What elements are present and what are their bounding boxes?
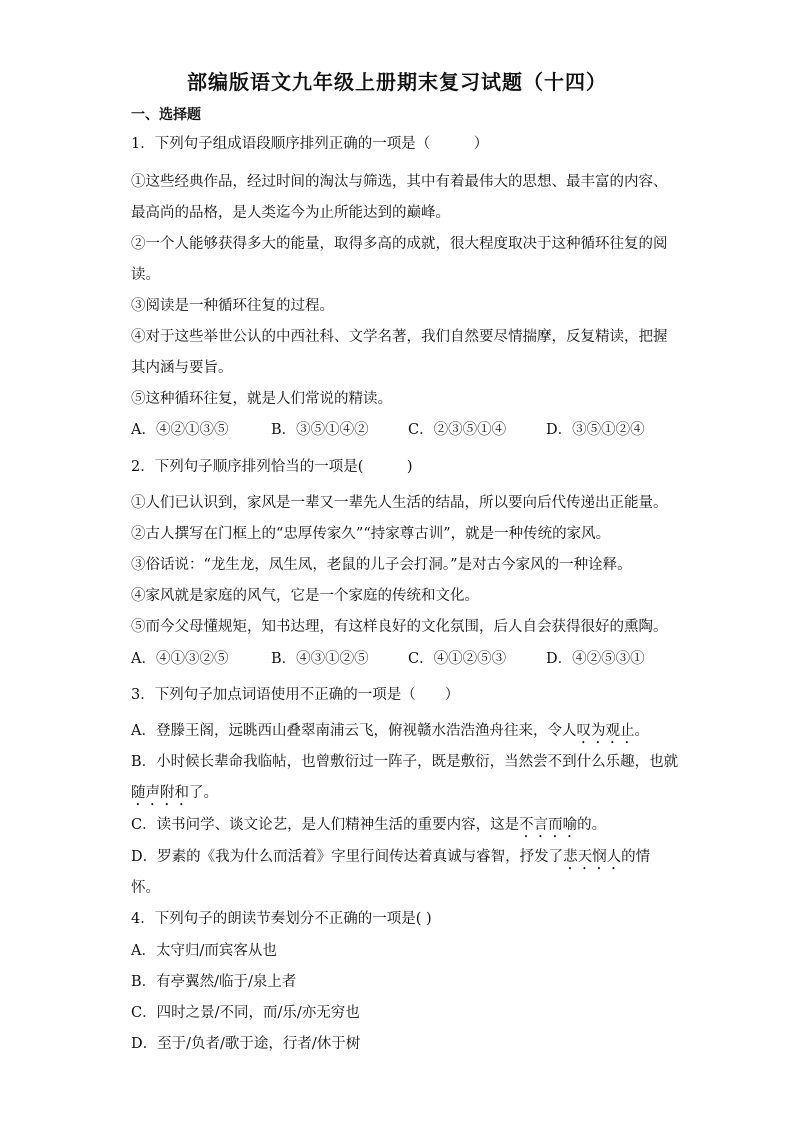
- q1-option-c[interactable]: C．②③⑤①④: [408, 422, 507, 438]
- q1-option-b[interactable]: B．③⑤①④②: [271, 422, 369, 438]
- q1-stem: 1．下列句子组成语段顺序排列正确的一项是（ ）: [131, 136, 489, 152]
- q1-sentence-4b: 其内涵与要旨。: [131, 360, 233, 376]
- q4-option-d[interactable]: D．至于/负者/歌于途，行者/休于树: [131, 1036, 361, 1052]
- q4-stem: 4．下列句子的朗读节奏划分不正确的一项是( ): [131, 911, 432, 927]
- q3-c-end: 的。: [577, 817, 607, 833]
- q1-option-d[interactable]: D．③⑤①②④: [546, 422, 645, 438]
- q2-sentence-4: ④家风就是家庭的风气，它是一个家庭的传统和文化。: [131, 588, 479, 604]
- q3-option-a[interactable]: [131, 722, 649, 747]
- q1-sentence-1b: 最高尚的品格，是人类迄今为止所能达到的巅峰。: [131, 205, 450, 221]
- q3-b-text: B．小时候长辈命我临帖，也曾敷衍过一阵子，既是敷衍，当然尝不到什么乐趣，也就: [131, 754, 679, 770]
- q1-sentence-2b: 读。: [131, 267, 160, 283]
- q2-option-a[interactable]: A．④①③②⑤: [131, 651, 229, 667]
- q2-sentence-3: ③俗话说：“龙生龙，凤生凤，老鼠的儿子会打洞。”是对古今家风的一种诠释。: [131, 557, 632, 573]
- q1-option-a[interactable]: A．④②①③⑤: [131, 422, 229, 438]
- q2-sentence-5: ⑤而今父母懂规矩，知书达理，有这样良好的文化氛围，后人自会获得很好的熏陶。: [131, 619, 668, 635]
- q2-option-d[interactable]: D．④②⑤③①: [546, 651, 645, 667]
- q3-d-end: 的情: [621, 849, 651, 865]
- q1-sentence-1a: ①这些经典作品，经过时间的淘汰与筛选，其中有着最伟大的思想、最丰富的内容、: [131, 174, 668, 190]
- q1-sentence-2a: ②一个人能够获得多大的能量，取得多高的成就，很大程度取决于这种循环往复的阅: [131, 236, 668, 252]
- section-heading: 一、选择题: [131, 107, 201, 123]
- q2-sentence-1: ①人们已认识到，家风是一辈又一辈先人生活的结晶，所以要向后代传递出正能量。: [131, 495, 668, 511]
- q3-a-text: A．登滕王阁，远眺西山叠翠南浦云飞，俯视赣水浩浩渔舟往来，令人: [131, 723, 577, 739]
- q4-option-b[interactable]: B．有亭翼然/临于/泉上者: [131, 974, 297, 990]
- q3-stem: 3．下列句子加点词语使用不正确的一项是（ ）: [131, 687, 460, 703]
- q3-option-c[interactable]: [131, 816, 606, 841]
- q3-a-dotted-word: 叹为观止: [576, 723, 635, 739]
- q2-option-c[interactable]: C．④①②⑤③: [408, 651, 507, 667]
- q2-stem: 2．下列句子顺序排列恰当的一项是( ): [131, 459, 413, 475]
- q3-option-d-line1[interactable]: [131, 848, 650, 873]
- q3-a-end: 。: [634, 723, 649, 739]
- q1-sentence-3: ③阅读是一种循环往复的过程。: [131, 298, 334, 314]
- q3-b-end: 了。: [189, 785, 218, 801]
- q3-c-text: C．读书问学、谈文论艺，是人们精神生活的重要内容，这是: [131, 817, 520, 833]
- q3-d-dotted-word: 悲天悯人: [563, 849, 622, 865]
- q3-option-b-line1[interactable]: [131, 753, 678, 771]
- q1-sentence-4a: ④对于这些举世公认的中西社科、文学名著，我们自然要尽情揣摩，反复精读，把握: [131, 329, 668, 345]
- q1-sentence-5: ⑤这种循环往复，就是人们常说的精读。: [131, 391, 392, 407]
- q2-sentence-2: ②古人撰写在门框上的“忠厚传家久”“持家尊古训”，就是一种传统的家风。: [131, 526, 611, 542]
- page-title: 部编版语文九年级上册期末复习试题（十四）: [187, 70, 607, 94]
- q4-option-c[interactable]: C．四时之景/不同，而/乐/亦无穷也: [131, 1005, 360, 1021]
- q3-c-dotted-word: 不言而喻: [519, 817, 578, 833]
- q2-option-b[interactable]: B．④③①②⑤: [271, 651, 369, 667]
- q3-b-dotted-word: 随声附和: [131, 785, 189, 801]
- q3-option-d-line2: 怀。: [131, 880, 160, 896]
- q3-d-text: D．罗素的《我为什么而活着》字里行间传达着真诚与睿智，抒发了: [131, 849, 564, 865]
- q3-option-b-line2: [131, 784, 218, 809]
- q4-option-a[interactable]: A．太守归/而宾客从也: [131, 943, 277, 959]
